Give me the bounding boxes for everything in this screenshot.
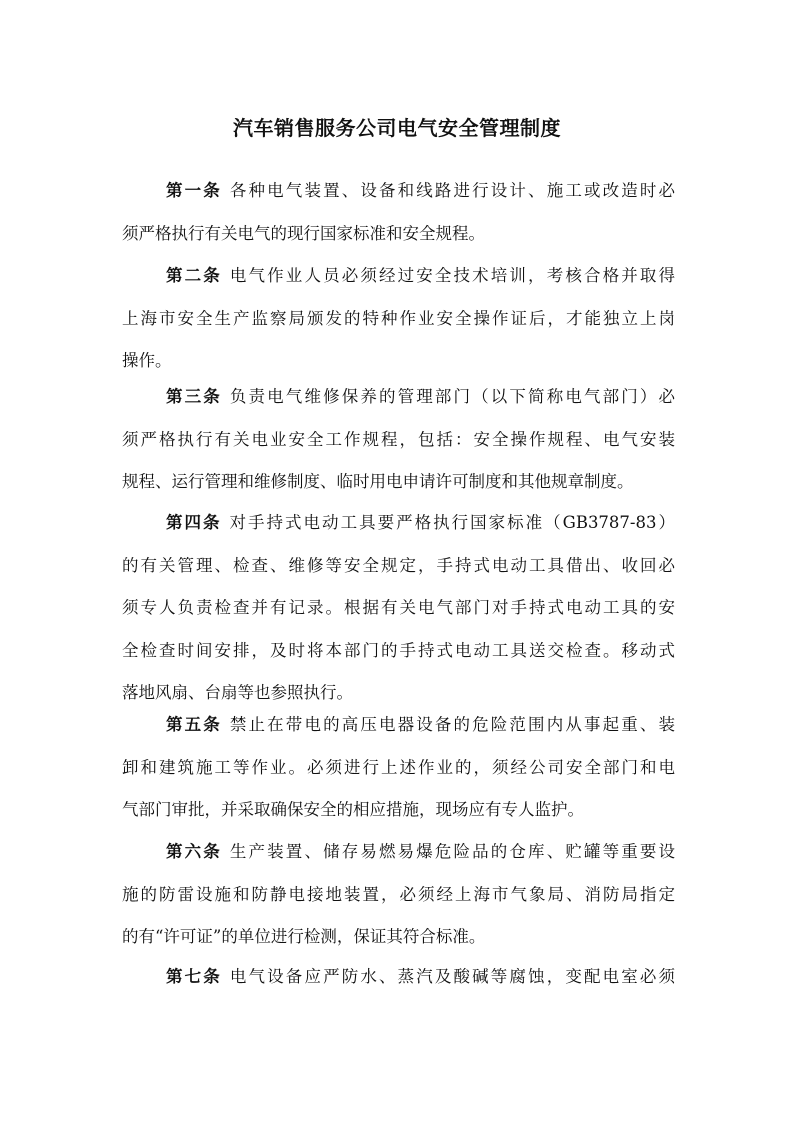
article-line: 第四条 对手持式电动工具要严格执行国家标准（GB3787-83） [166, 513, 675, 532]
article-6 [122, 831, 675, 959]
article-line: 的有“许可证”的单位进行检测，保证其符合标准。 [122, 927, 486, 946]
article-line: 施的防雷设施和防静电接地装置，必须经上海市气象局、消防局指定 [122, 884, 675, 904]
article-line: 上海市安全生产监察局颁发的特种作业安全操作证后，才能独立上岗 [122, 308, 675, 328]
article-line: 须严格执行有关电气的现行国家标准和安全规程。 [122, 223, 485, 243]
page-title: 汽车销售服务公司电气安全管理制度 [233, 116, 561, 140]
article-label: 第二条 [166, 266, 222, 285]
article-4 [122, 502, 675, 715]
article-line: 气部门审批，并采取确保安全的相应措施，现场应有专人监护。 [122, 800, 584, 819]
article-line: 规程、运行管理和维修制度、临时用电申请许可制度和其他规章制度。 [122, 472, 634, 491]
article-line: 第一条 各种电气装置、设备和线路进行设计、施工或改造时必 [166, 181, 675, 200]
article-5 [122, 704, 675, 832]
article-line: 第六条 生产装置、储存易燃易爆危险品的仓库、贮罐等重要设 [166, 842, 675, 861]
article-line: 须专人负责检查并有记录。根据有关电气部门对手持式电动工具的安 [122, 598, 675, 617]
article-label: 第三条 [166, 387, 222, 406]
article-label: 第四条 [166, 513, 222, 532]
article-line: 卸和建筑施工等作业。必须进行上述作业的，须经公司安全部门和电 [122, 757, 675, 777]
article-line: 的有关管理、检查、维修等安全规定，手持式电动工具借出、收回必 [122, 555, 675, 575]
article-line: 落地风扇、台扇等也参照执行。 [122, 683, 353, 702]
article-line: 第五条 禁止在带电的高压电器设备的危险范围内从事起重、装 [166, 715, 675, 734]
article-line: 第二条 电气作业人员必须经过安全技术培训，考核合格并取得 [166, 266, 675, 285]
article-3 [122, 376, 675, 504]
article-label: 第六条 [166, 842, 222, 861]
article-label: 第七条 [166, 967, 222, 986]
article-label: 第一条 [166, 181, 222, 200]
article-line: 须严格执行有关电业安全工作规程，包括：安全操作规程、电气安装 [122, 429, 675, 449]
article-2 [122, 255, 675, 383]
article-line: 全检查时间安排，及时将本部门的手持式电动工具送交检查。移动式 [122, 640, 675, 660]
article-1 [122, 170, 675, 255]
article-7 [122, 956, 675, 999]
article-label: 第五条 [166, 715, 222, 734]
article-line: 第三条 负责电气维修保养的管理部门（以下简称电气部门）必 [166, 387, 675, 406]
article-line: 操作。 [122, 351, 172, 370]
article-line: 第七条 电气设备应严防水、蒸汽及酸碱等腐蚀，变配电室必须 [166, 967, 675, 986]
